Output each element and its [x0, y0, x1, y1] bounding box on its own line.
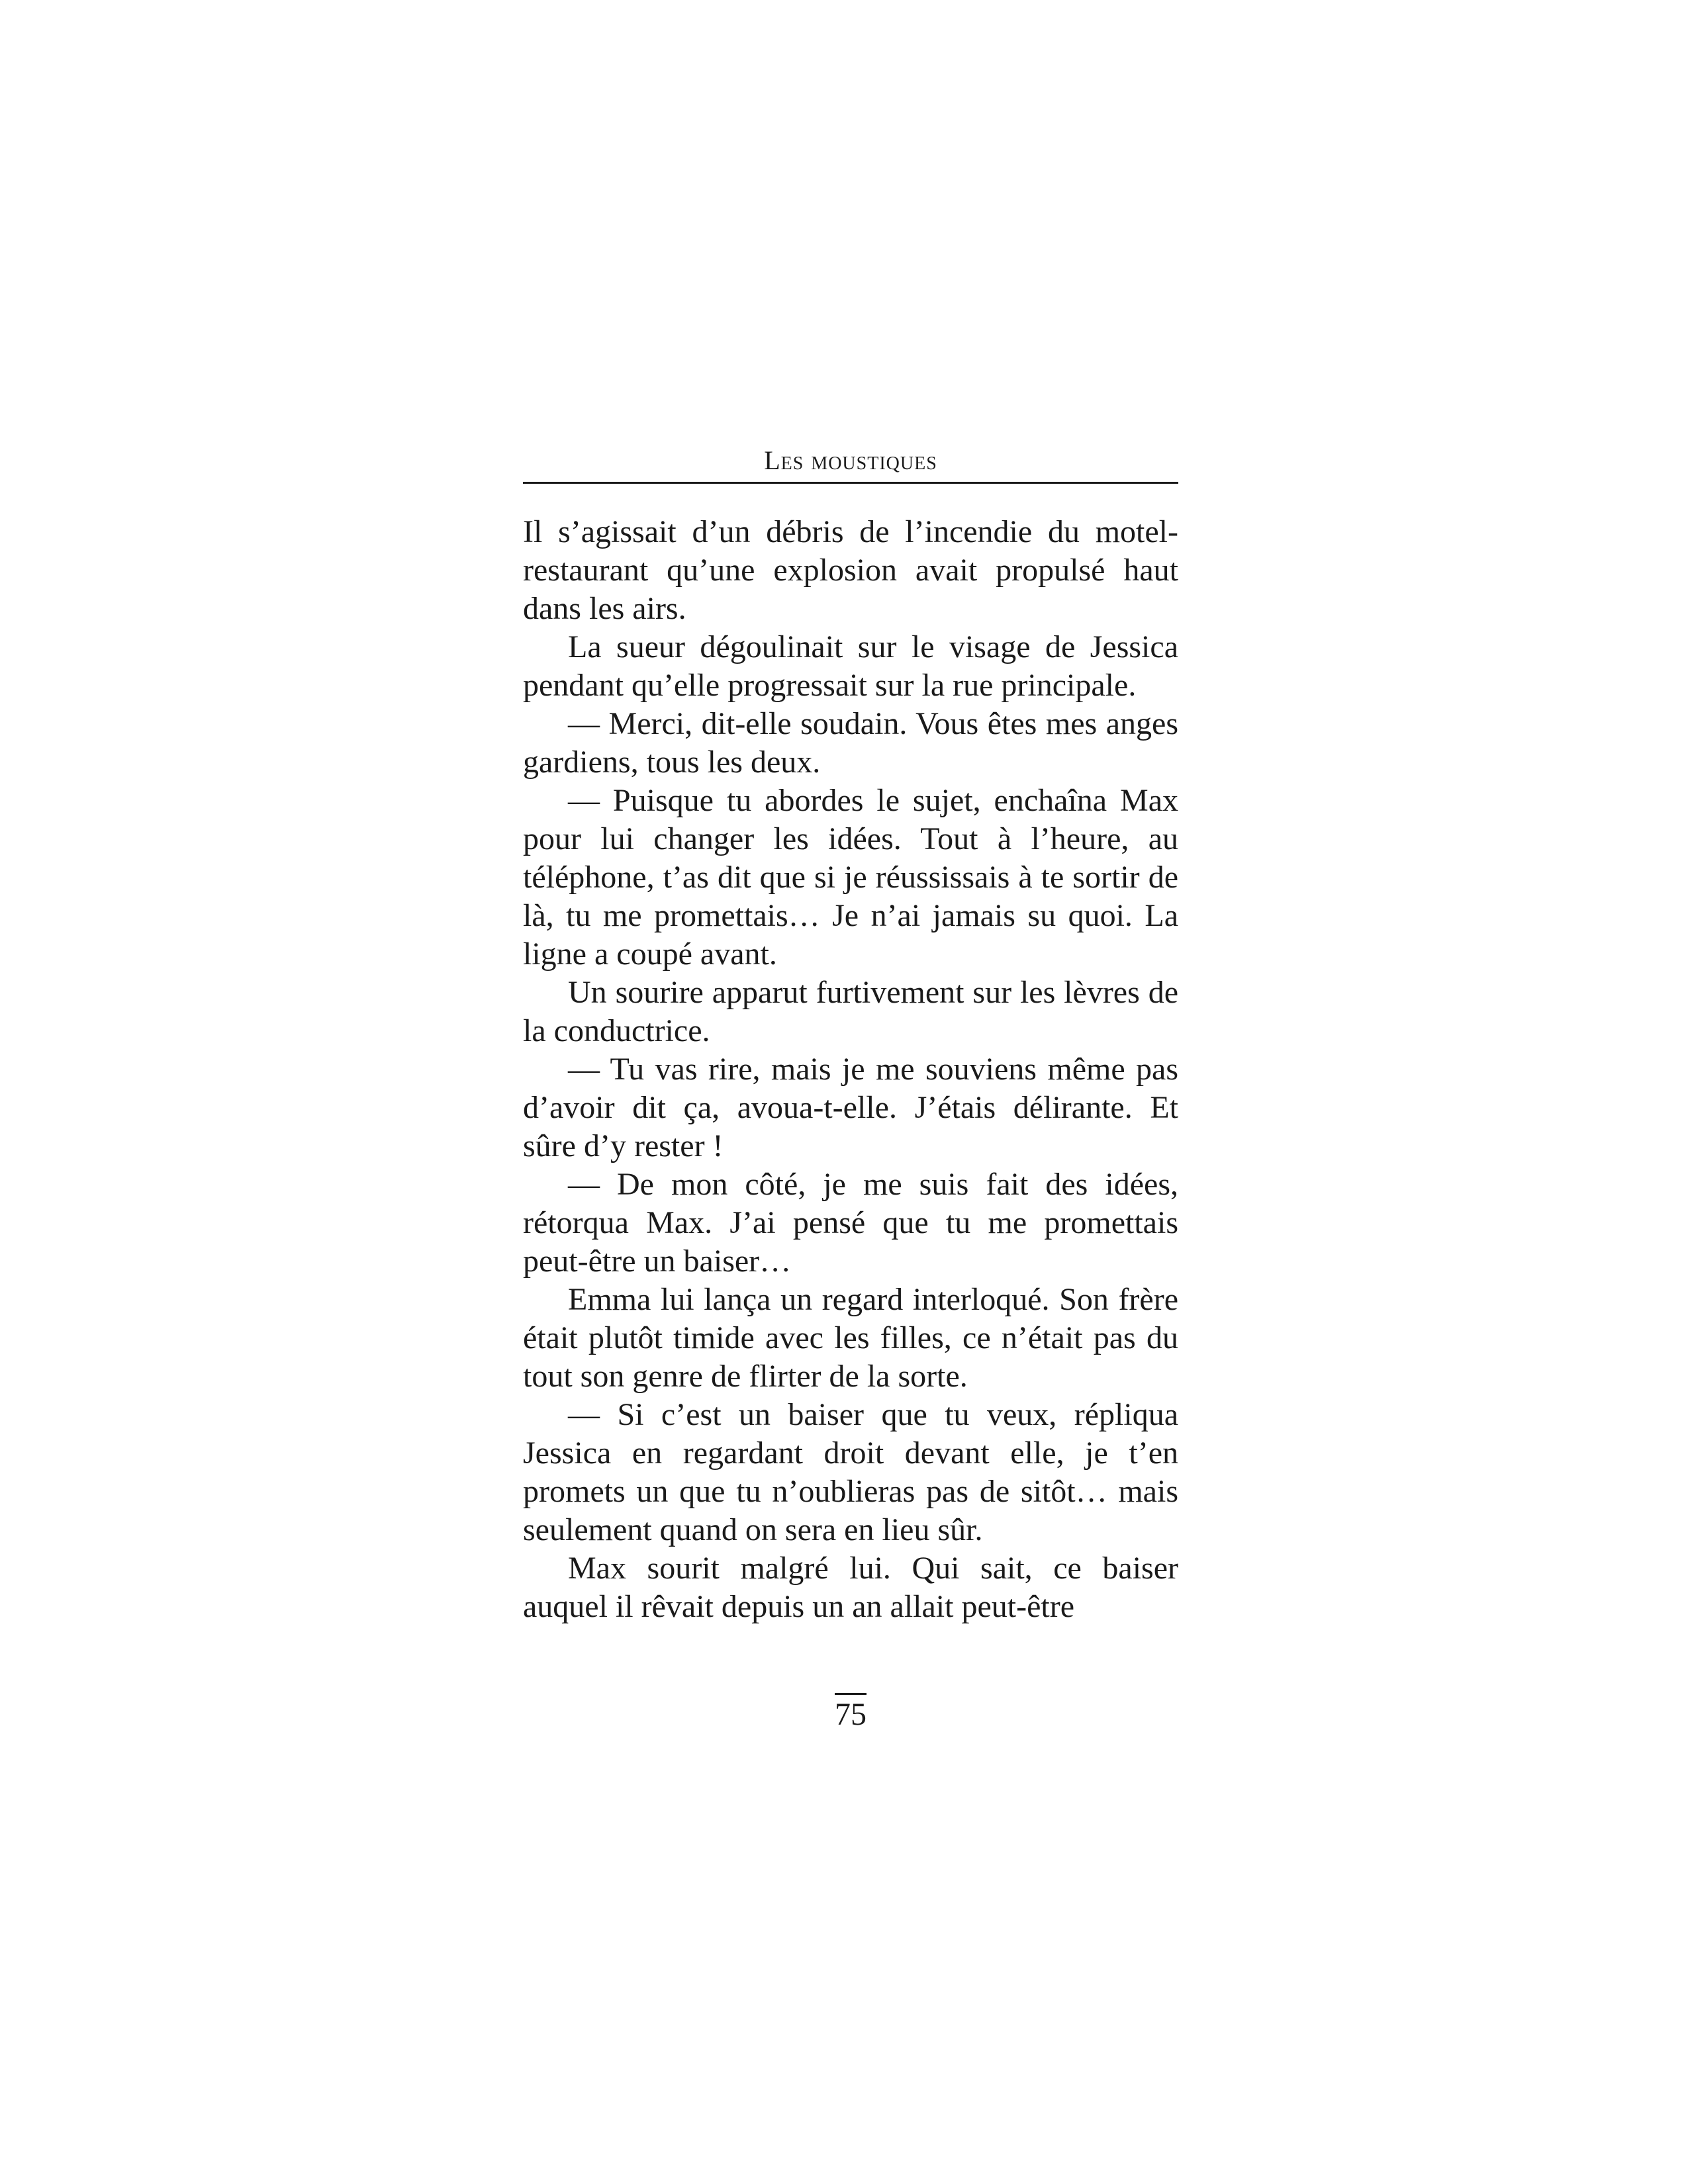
running-head: Les moustiques [764, 445, 937, 475]
paragraph: La sueur dégoulinait sur le visage de Jessica pendant qu’elle progressait sur la rue principale. [523, 629, 1178, 703]
paragraph: — Merci, dit-elle soudain. Vous êtes mes anges gardiens, tous les deux. [523, 706, 1178, 780]
paragraph: Un sourire apparut furtivement sur les lèvres de la conductrice. [523, 975, 1178, 1048]
book-page [523, 445, 1178, 1626]
paragraph: Emma lui lança un regard interloqué. Son frère était plutôt timide avec les filles, ce n’était pas du tout son genre de flirter de la sorte. [523, 1282, 1178, 1394]
paragraph: — Tu vas rire, mais je me souviens même pas d’avoir dit ça, avoua-t-elle. J’étais délirante. Et sûre d’y rester ! [523, 1052, 1178, 1163]
paragraph: — Puisque tu abordes le sujet, enchaîna Max pour lui changer les idées. Tout à l’heure, au téléphone, t’as dit que si je réussissais à te sortir de là, tu me promettais… Je n’ai jamais su quoi. La ligne a coupé avant. [523, 783, 1178, 972]
paragraph: Il s’agissait d’un débris de l’incendie du motel-restaurant qu’une explosion avait propulsé haut dans les airs. [523, 514, 1178, 626]
header-rule [523, 482, 1178, 484]
paragraph: — Si c’est un baiser que tu veux, répliqua Jessica en regardant droit devant elle, je t’en promets un que tu n’oublieras pas de sitôt… mais seulement quand on sera en lieu sûr. [523, 1397, 1178, 1547]
page-number-text: 75 [835, 1693, 867, 1733]
paragraph: Max sourit malgré lui. Qui sait, ce baiser auquel il rêvait depuis un an allait peut-être [523, 1551, 1178, 1624]
body-text [523, 513, 1178, 1626]
paragraph: — De mon côté, je me suis fait des idées, rétorqua Max. J’ai pensé que tu me promettais peut-être un baiser… [523, 1167, 1178, 1279]
page-number [523, 1693, 1178, 1733]
